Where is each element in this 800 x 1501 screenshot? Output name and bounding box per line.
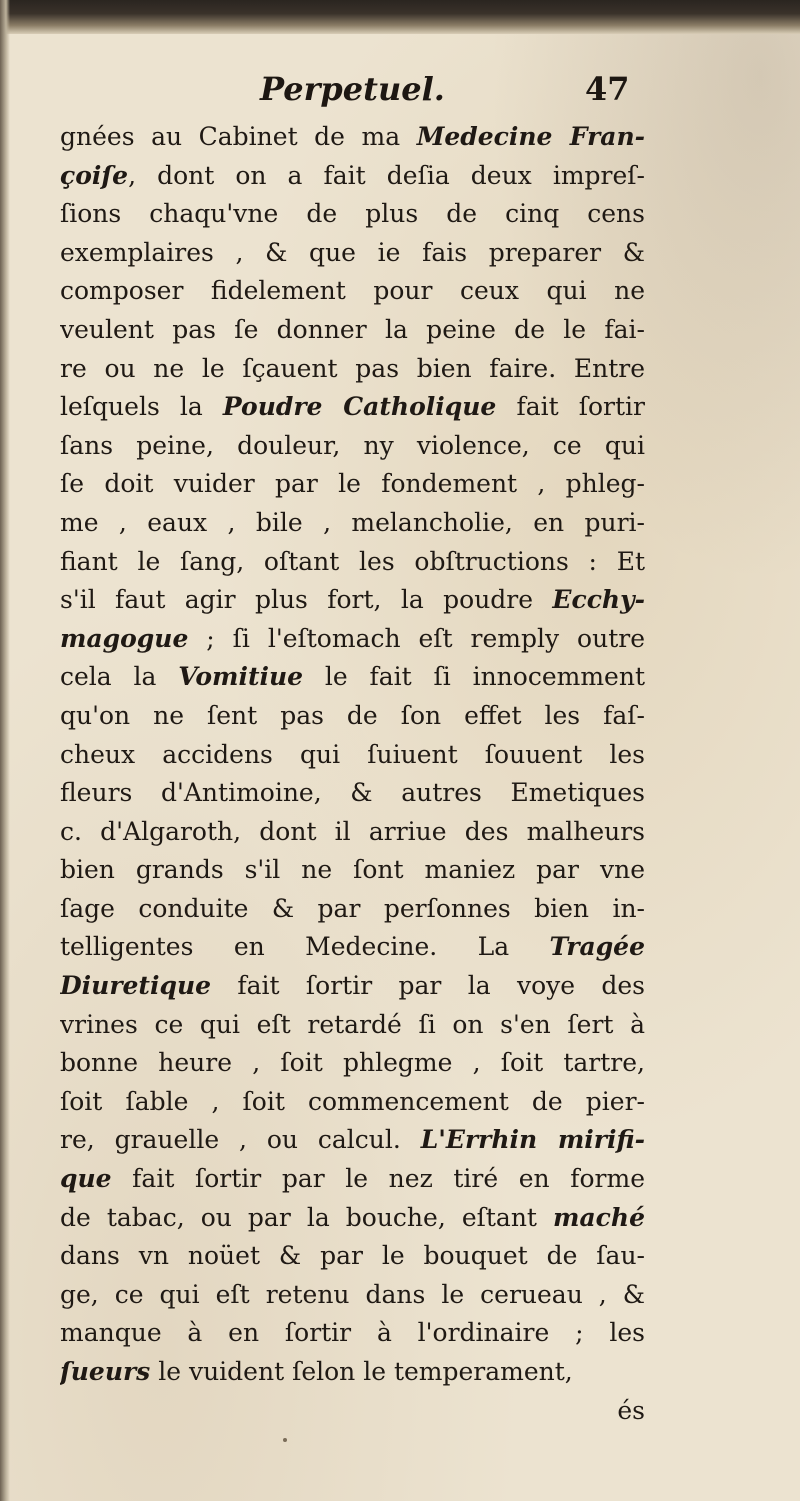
italic-term: magogue (60, 623, 189, 653)
text-line (60, 1121, 645, 1160)
paper-speck (283, 1438, 287, 1442)
text-segment: re, grauelle , ou calcul. (60, 1125, 421, 1155)
text-segment: fleurs d'Antimoine, & autres Emetiques (60, 778, 645, 808)
catchword: és (617, 1395, 645, 1425)
text-segment: qu'on ne ſent pas de ſon effet les faſ- (60, 700, 645, 730)
text-line (60, 736, 645, 775)
text-line (60, 157, 645, 196)
running-title: Perpetuel. (260, 70, 445, 108)
page-header (60, 70, 640, 120)
page-binding-edge (0, 0, 10, 1501)
text-line (60, 890, 645, 929)
italic-term: ſueurs (60, 1357, 151, 1386)
text-segment: ſions chaqu'vne de plus de cinq cens (60, 199, 645, 229)
text-segment: fiant le ſang, oſtant les obſtructions : Et (60, 546, 645, 576)
text-segment: fait ſortir par la voye des (211, 971, 645, 1001)
page-top-edge-shadow (0, 0, 800, 34)
italic-term: que (60, 1164, 112, 1194)
text-line (60, 465, 645, 504)
text-line (60, 697, 645, 736)
text-line (60, 813, 645, 852)
text-line (60, 1199, 645, 1238)
italic-term: çoiſe (60, 160, 129, 190)
text-segment: gnées au Cabinet de ma (60, 122, 417, 151)
text-line (60, 1083, 645, 1122)
text-segment: cela la (60, 662, 179, 692)
text-line (60, 774, 645, 813)
text-line (60, 928, 645, 967)
text-segment: dans vn noüet & par le bouquet de ſau- (60, 1241, 645, 1271)
italic-term: Diuretique (60, 971, 212, 1001)
text-segment: bien grands s'il ne ſont maniez par vne (60, 855, 645, 885)
text-line (60, 195, 645, 234)
body-text (60, 118, 645, 1430)
text-segment: fait ſortir par le nez tiré en forme (111, 1164, 645, 1194)
text-segment: le vuident ſelon le temperament, (150, 1357, 573, 1386)
text-segment: de tabac, ou par la bouche, eſtant (60, 1202, 554, 1232)
text-line (60, 967, 645, 1006)
text-segment: , dont on a fait deſia deux impreſ- (128, 160, 645, 190)
italic-term: Vomitiue (178, 662, 304, 692)
text-segment: me , eaux , bile , melancholie, en puri- (60, 507, 645, 537)
text-line (60, 1276, 645, 1315)
italic-term: L'Errhin mirifi- (420, 1125, 645, 1155)
italic-term: Ecchy- (552, 585, 645, 615)
italic-term: Tragée (549, 932, 645, 962)
text-line (60, 543, 645, 582)
text-line (60, 658, 645, 697)
text-line (60, 350, 645, 389)
text-line (60, 1237, 645, 1276)
text-line (60, 234, 645, 273)
text-line (60, 504, 645, 543)
text-line (60, 1044, 645, 1083)
text-segment: leſquels la (60, 392, 223, 422)
text-segment: ſage conduite & par perſonnes bien in- (60, 893, 645, 923)
text-line (60, 1006, 645, 1045)
text-line (60, 272, 645, 311)
text-segment: composer fidelement pour ceux qui ne (60, 276, 645, 306)
text-segment: ſans peine, douleur, ny violence, ce qui (60, 430, 645, 460)
text-line (60, 388, 645, 427)
text-segment: c. d'Algaroth, dont il arriue des malheurs (60, 816, 645, 846)
text-line (60, 311, 645, 350)
text-segment: ; ſi l'eſtomach eſt remply outre (188, 623, 645, 653)
italic-term: maché (553, 1202, 645, 1232)
text-segment: le fait ſi innocemment (303, 662, 645, 692)
text-segment: fait ſortir (496, 392, 645, 422)
text-line (60, 1314, 645, 1353)
text-line (60, 620, 645, 659)
text-segment: veulent pas ſe donner la peine de le fai- (60, 314, 645, 344)
text-segment: exemplaires , & que ie fais preparer & (60, 237, 645, 267)
text-segment: ſe doit vuider par le fondement , phleg- (60, 469, 645, 499)
italic-term: Medecine Fran- (416, 122, 645, 151)
text-line (60, 427, 645, 466)
page-number: 47 (585, 70, 630, 108)
text-segment: ge, ce qui eſt retenu dans le cerueau , & (60, 1279, 645, 1309)
text-segment: manque à en ſortir à l'ordinaire ; les (60, 1318, 645, 1348)
text-line (60, 581, 645, 620)
text-segment: s'il faut agir plus fort, la poudre (60, 585, 553, 615)
text-line (60, 118, 645, 157)
text-line (60, 1160, 645, 1199)
text-segment: re ou ne le ſçauent pas bien faire. Entre (60, 353, 645, 383)
text-segment: telligentes en Medecine. La (60, 932, 550, 962)
text-segment: bonne heure , ſoit phlegme , ſoit tartre, (60, 1048, 645, 1078)
text-segment: ſoit ſable , ſoit commencement de pier- (60, 1086, 645, 1116)
italic-term: Poudre Catholique (222, 392, 497, 422)
text-segment: vrines ce qui eſt retardé ſi on s'en ſert à (60, 1009, 645, 1039)
text-segment: cheux accidens qui ſuiuent ſouuent les (60, 739, 645, 769)
text-line (60, 851, 645, 890)
text-line (60, 1353, 645, 1392)
